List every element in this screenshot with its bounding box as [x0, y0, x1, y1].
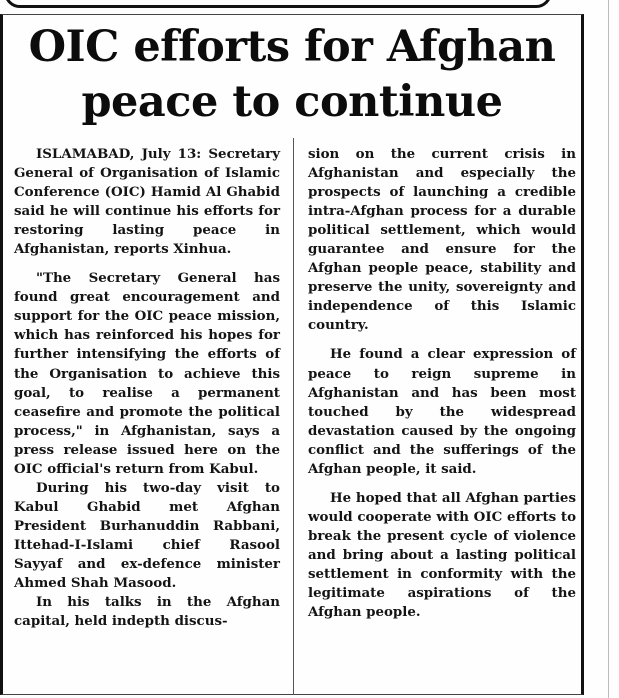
left-column: [14, 145, 280, 631]
paragraph-hope: He hoped that all Afghan parties would cooperate with OIC efforts to break the present cycle of violence and bring about a lasting political settlement in conformity with the legitimate aspirations of the Afghan people.: [308, 489, 576, 621]
previous-article-box-edge: [4, 0, 552, 8]
column-divider: [293, 138, 294, 695]
right-column: [308, 145, 576, 622]
article-headline: [4, 20, 580, 130]
paragraph-dateline: ISLAMABAD, July 13: Secretary General of Organisation of Islamic Conference (OIC) Hamid Al Ghabid said he will continue his efforts for restoring lasting peace in Afghanistan, reports Xinhua.: [14, 146, 280, 258]
headline-line-1: OIC efforts for Afghan: [28, 22, 556, 72]
scan-edge-line: [608, 0, 609, 698]
paragraph-expression: He found a clear expression of peace to reign supreme in Afghanistan and has been most touched by the widespread devastation caused by the ongoing conflict and the sufferings of the Afghan people, it said.: [308, 346, 576, 477]
headline-line-2: peace to continue: [81, 77, 503, 127]
paragraph-talks-start: In his talks in the Afghan capital, held indepth discus-: [14, 594, 280, 630]
paragraph-quote: "The Secretary General has found great encouragement and support for the OIC peace mission, which has reinforced his hopes for further intensifying the efforts of the Organisation to achieve this goal, to realise a permanent ceasefire and promote the political process," in Afghanistan, says a press release issued here on the OIC official's return from Kabul.: [14, 270, 280, 477]
paragraph-visit: During his two-day visit to Kabul Ghabid met Afghan President Burhanuddin Rabbani, Ittehad-I-Islami chief Rasool Sayyaf and ex-defence minister Ahmed Shah Masood.: [14, 479, 280, 592]
paragraph-talks-continued: sion on the current crisis in Afghanistan and especially the prospects of launching a credible intra-Afghan process for a durable political settlement, which would guarantee and ensure for the Afghan people peace, stability and preserve the unity, sovereignty and independence of this Islamic country.: [308, 146, 576, 334]
